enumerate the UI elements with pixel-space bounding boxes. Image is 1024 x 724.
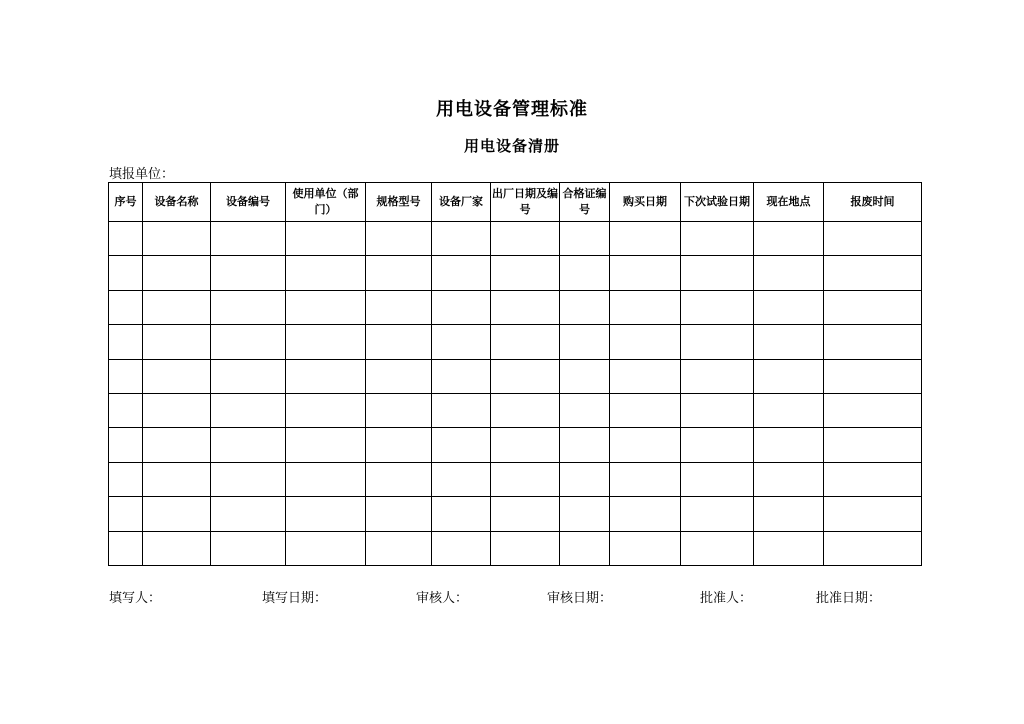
table-cell[interactable] [754, 359, 824, 393]
reviewer-label: 审核人： [416, 591, 469, 606]
table-row [109, 428, 922, 462]
table-cell[interactable] [681, 359, 754, 393]
header-manufacturer: 设备厂家 [432, 183, 491, 222]
table-cell[interactable] [366, 359, 432, 393]
table-cell[interactable] [560, 531, 610, 565]
table-cell[interactable] [681, 222, 754, 256]
table-cell[interactable] [143, 290, 211, 324]
approve-date-label: 批准日期： [816, 591, 882, 606]
table-cell[interactable] [824, 531, 922, 565]
table-cell[interactable] [681, 393, 754, 427]
table-cell[interactable] [824, 290, 922, 324]
table-cell[interactable] [491, 531, 560, 565]
table-cell[interactable] [366, 531, 432, 565]
table-cell[interactable] [610, 325, 681, 359]
table-cell[interactable] [754, 531, 824, 565]
table-cell[interactable] [754, 393, 824, 427]
table-cell[interactable] [560, 462, 610, 496]
equipment-register-table [108, 182, 922, 566]
table-cell[interactable] [286, 325, 366, 359]
filler-label: 填写人： [109, 591, 162, 606]
table-cell[interactable] [681, 256, 754, 290]
table-cell[interactable] [432, 428, 491, 462]
table-cell[interactable] [560, 222, 610, 256]
page-subtitle: 用电设备清册 [463, 137, 560, 155]
table-row [109, 222, 922, 256]
table-cell[interactable] [109, 428, 143, 462]
table-cell[interactable] [366, 290, 432, 324]
header-purchase-date: 购买日期 [610, 183, 681, 222]
table-cell[interactable] [109, 325, 143, 359]
table-cell[interactable] [754, 428, 824, 462]
table-row [109, 325, 922, 359]
table-cell[interactable] [366, 325, 432, 359]
review-date-label: 审核日期： [547, 591, 613, 606]
table-cell[interactable] [491, 222, 560, 256]
table-cell[interactable] [610, 359, 681, 393]
table-cell[interactable] [432, 256, 491, 290]
table-cell[interactable] [432, 222, 491, 256]
table-cell[interactable] [824, 256, 922, 290]
table-cell[interactable] [560, 290, 610, 324]
table-cell[interactable] [560, 497, 610, 531]
table-cell[interactable] [432, 462, 491, 496]
table-row [109, 290, 922, 324]
table-cell[interactable] [286, 290, 366, 324]
table-cell[interactable] [211, 393, 286, 427]
table-cell[interactable] [366, 222, 432, 256]
header-next-test-date: 下次试验日期 [681, 183, 754, 222]
page-title: 用电设备管理标准 [436, 99, 588, 120]
table-cell[interactable] [491, 359, 560, 393]
table-cell[interactable] [143, 497, 211, 531]
table-cell[interactable] [286, 222, 366, 256]
table-cell[interactable] [109, 531, 143, 565]
table-cell[interactable] [286, 256, 366, 290]
table-cell[interactable] [560, 256, 610, 290]
table-row [109, 359, 922, 393]
fill-date-label: 填写日期： [262, 591, 328, 606]
table-cell[interactable] [109, 462, 143, 496]
table-cell[interactable] [754, 222, 824, 256]
table-cell[interactable] [491, 428, 560, 462]
table-cell[interactable] [681, 531, 754, 565]
table-cell[interactable] [109, 290, 143, 324]
table-cell[interactable] [754, 497, 824, 531]
table-cell[interactable] [754, 462, 824, 496]
table-cell[interactable] [286, 531, 366, 565]
table-cell[interactable] [211, 428, 286, 462]
table-cell[interactable] [211, 290, 286, 324]
table-cell[interactable] [366, 462, 432, 496]
table-cell[interactable] [366, 256, 432, 290]
table-cell[interactable] [610, 290, 681, 324]
table-cell[interactable] [143, 222, 211, 256]
header-scrap-time: 报废时间 [824, 183, 922, 222]
header-model-spec: 规格型号 [366, 183, 432, 222]
table-row [109, 393, 922, 427]
table-cell[interactable] [491, 290, 560, 324]
reporting-unit-label: 填报单位： [109, 167, 175, 182]
table-cell[interactable] [560, 359, 610, 393]
table-cell[interactable] [610, 256, 681, 290]
table-cell[interactable] [610, 497, 681, 531]
table-cell[interactable] [211, 256, 286, 290]
table-cell[interactable] [754, 290, 824, 324]
table-cell[interactable] [286, 393, 366, 427]
table-cell[interactable] [681, 428, 754, 462]
table-cell[interactable] [560, 393, 610, 427]
table-cell[interactable] [211, 222, 286, 256]
table-cell[interactable] [491, 462, 560, 496]
table-cell[interactable] [211, 497, 286, 531]
table-cell[interactable] [143, 428, 211, 462]
approver-label: 批准人： [700, 591, 753, 606]
table-cell[interactable] [109, 393, 143, 427]
table-cell[interactable] [143, 531, 211, 565]
table-cell[interactable] [432, 393, 491, 427]
table-cell[interactable] [143, 393, 211, 427]
header-device-number: 设备编号 [211, 183, 286, 222]
table-row [109, 256, 922, 290]
header-using-department: 使用单位（部门） [286, 183, 366, 222]
table-cell[interactable] [286, 462, 366, 496]
table-cell[interactable] [211, 359, 286, 393]
table-cell[interactable] [286, 428, 366, 462]
table-cell[interactable] [286, 497, 366, 531]
table-cell[interactable] [610, 222, 681, 256]
table-cell[interactable] [109, 256, 143, 290]
table-cell[interactable] [109, 497, 143, 531]
table-cell[interactable] [491, 497, 560, 531]
table-cell[interactable] [143, 359, 211, 393]
table-cell[interactable] [681, 290, 754, 324]
header-certificate-number: 合格证编号 [560, 183, 610, 222]
table-cell[interactable] [824, 222, 922, 256]
table-cell[interactable] [211, 462, 286, 496]
table-cell[interactable] [432, 359, 491, 393]
table-cell[interactable] [824, 428, 922, 462]
table-header-row [109, 183, 922, 222]
table-cell[interactable] [754, 325, 824, 359]
table-cell[interactable] [143, 462, 211, 496]
table-cell[interactable] [143, 256, 211, 290]
table-cell[interactable] [610, 531, 681, 565]
table-cell[interactable] [491, 325, 560, 359]
table-cell[interactable] [211, 531, 286, 565]
table-cell[interactable] [824, 393, 922, 427]
table-cell[interactable] [610, 462, 681, 496]
table-cell[interactable] [681, 325, 754, 359]
table-cell[interactable] [491, 393, 560, 427]
table-cell[interactable] [824, 497, 922, 531]
table-cell[interactable] [754, 256, 824, 290]
table-cell[interactable] [610, 393, 681, 427]
table-cell[interactable] [432, 290, 491, 324]
table-cell[interactable] [432, 531, 491, 565]
table-cell[interactable] [432, 325, 491, 359]
table-cell[interactable] [560, 428, 610, 462]
table-cell[interactable] [824, 462, 922, 496]
table-cell[interactable] [286, 359, 366, 393]
table-row [109, 531, 922, 565]
header-device-name: 设备名称 [143, 183, 211, 222]
table-cell[interactable] [211, 325, 286, 359]
header-production-date-number: 出厂日期及编号 [491, 183, 560, 222]
table-cell[interactable] [681, 462, 754, 496]
table-cell[interactable] [109, 359, 143, 393]
table-cell[interactable] [109, 222, 143, 256]
table-cell[interactable] [610, 428, 681, 462]
table-cell[interactable] [143, 325, 211, 359]
table-cell[interactable] [432, 497, 491, 531]
table-cell[interactable] [366, 393, 432, 427]
header-serial-number: 序号 [109, 183, 143, 222]
table-row [109, 497, 922, 531]
table-cell[interactable] [366, 497, 432, 531]
table-row [109, 462, 922, 496]
table-cell[interactable] [681, 497, 754, 531]
table-cell[interactable] [824, 359, 922, 393]
table-cell[interactable] [560, 325, 610, 359]
table-cell[interactable] [491, 256, 560, 290]
table-cell[interactable] [366, 428, 432, 462]
header-current-location: 现在地点 [754, 183, 824, 222]
table-cell[interactable] [824, 325, 922, 359]
